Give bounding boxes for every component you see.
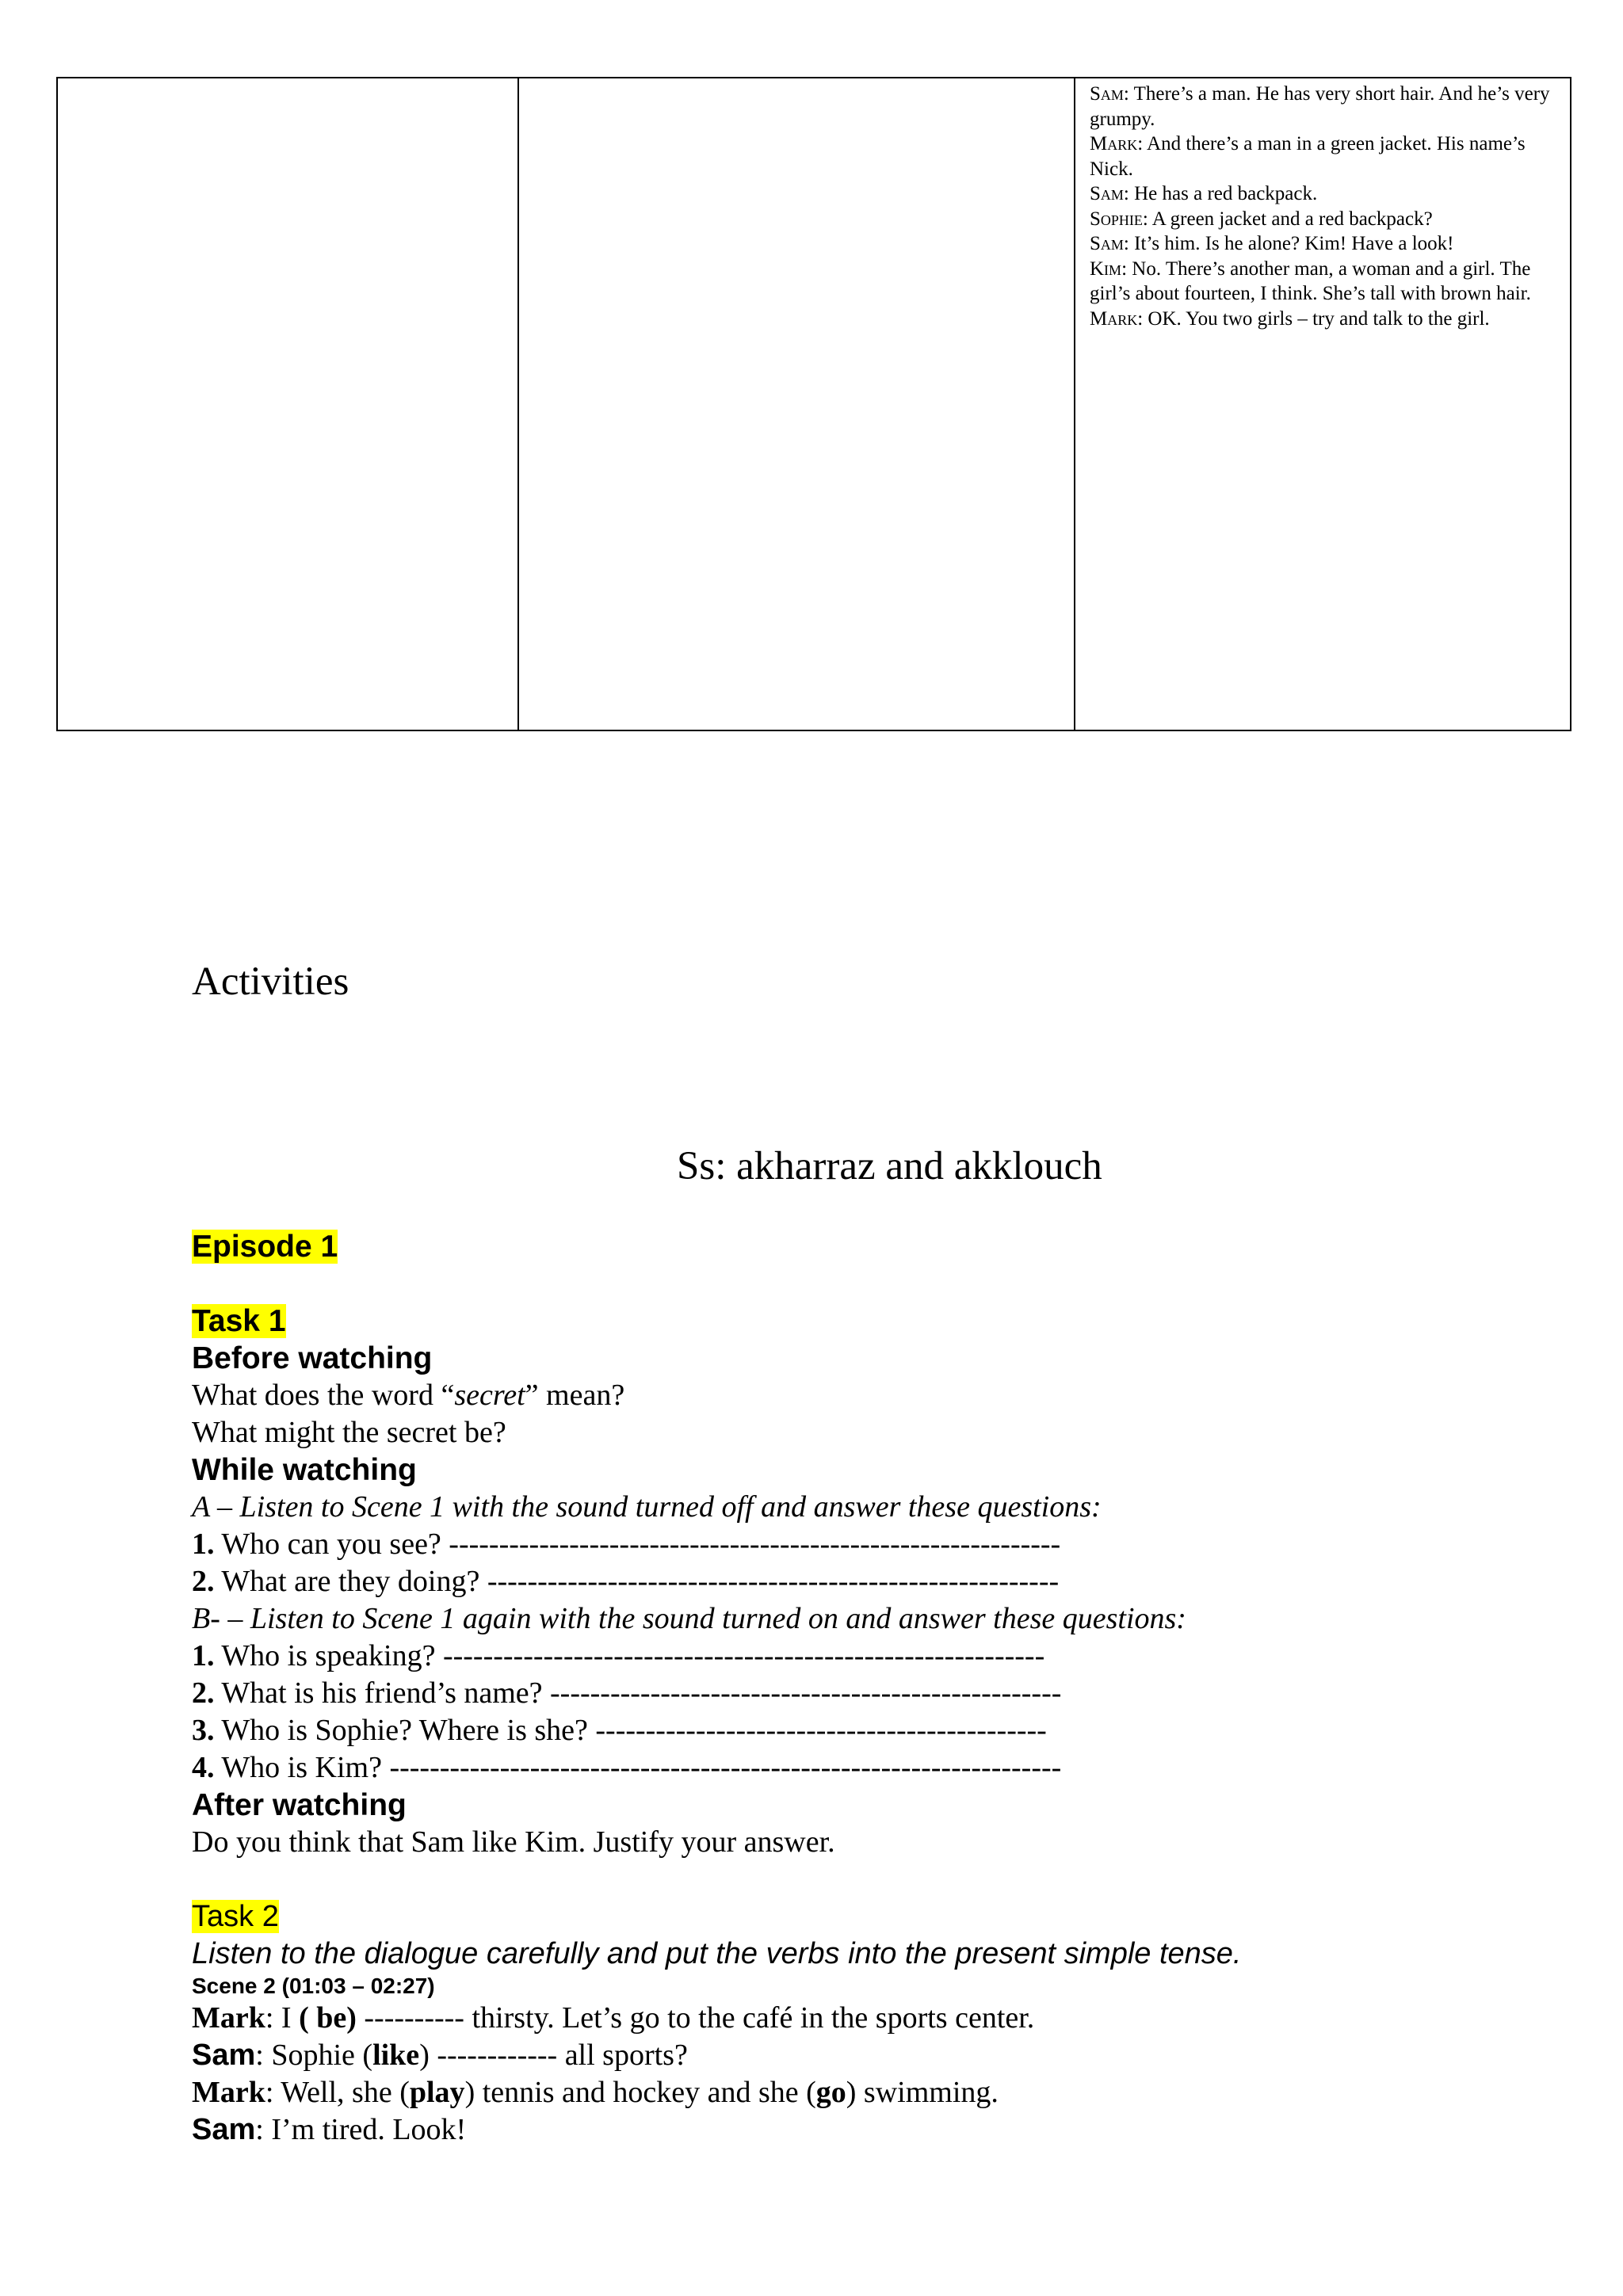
- episode-heading: [192, 1228, 1571, 1265]
- text-part: : I: [265, 2001, 300, 2035]
- episode-label: Episode 1: [192, 1230, 338, 1264]
- question-line: [192, 1563, 1571, 1600]
- dialogue-line: [1090, 132, 1556, 181]
- question-line: What might the secret be?: [192, 1416, 506, 1449]
- students-names: Ss: akharraz and akklouch: [677, 1144, 1102, 1188]
- line-text: : He has a red backpack.: [1123, 183, 1318, 204]
- table-cell-dialogue: [1075, 78, 1571, 730]
- activities-content: [192, 1228, 1571, 2149]
- speaker-name: Sam: [1090, 83, 1124, 105]
- verb: play: [409, 2076, 465, 2109]
- part-a-instruction: A – Listen to Scene 1 with the sound turned off and answer these questions:: [192, 1490, 1102, 1524]
- speaker-name: Sophie: [1090, 208, 1143, 230]
- dialogue-block: [1075, 78, 1570, 331]
- question-line: [192, 1638, 1571, 1675]
- exercise-line: [192, 2074, 1571, 2111]
- dialogue-line: [1090, 307, 1556, 332]
- dialogue-line: [1090, 231, 1556, 257]
- exercise-line: [192, 2037, 1571, 2074]
- line-text: : There’s a man. He has very short hair. And he’s very grumpy.: [1090, 83, 1550, 130]
- speaker-name: Mark: [192, 2076, 265, 2109]
- question-text: What are they doing? ---------------------------------------------------------: [214, 1565, 1060, 1598]
- speaker-name: Sam: [1090, 233, 1124, 254]
- text-part: : Sophie (: [255, 2039, 373, 2072]
- verb: go: [815, 2076, 846, 2109]
- speaker-name: Mark: [1090, 307, 1138, 330]
- line-text: : No. There’s another man, a woman and a girl. The girl’s about fourteen, I think. She’s tall with brown hair.: [1090, 257, 1531, 304]
- text-part: ” mean?: [525, 1379, 625, 1412]
- verb: like: [372, 2039, 420, 2072]
- question-number: 2.: [192, 1565, 215, 1598]
- line-text: : And there’s a man in a green jacket. His name’s Nick.: [1090, 133, 1526, 180]
- question-number: 4.: [192, 1751, 215, 1784]
- part-b-instruction: B- – Listen to Scene 1 again with the sound turned on and answer these questions:: [192, 1602, 1186, 1635]
- dialogue-line: [1090, 207, 1556, 232]
- question-line: [192, 1675, 1571, 1712]
- speaker-name: Sam: [192, 2113, 256, 2146]
- speaker-name: Sam: [192, 2039, 256, 2072]
- task1-label: Task 1: [192, 1304, 286, 1338]
- activities-title: Activities: [192, 959, 349, 1004]
- speaker-name: Mark: [1090, 133, 1138, 154]
- dialogue-line: [1090, 82, 1556, 132]
- question-number: 3.: [192, 1714, 215, 1747]
- question-line: [192, 1377, 1571, 1414]
- question-line: [192, 1526, 1571, 1563]
- task1-heading: [192, 1302, 1571, 1340]
- verb: ( be): [299, 2001, 357, 2035]
- emphasized-word: secret: [454, 1379, 525, 1412]
- question-line: [192, 1749, 1571, 1787]
- dialogue-line: [1090, 257, 1556, 307]
- table-cell-empty-2: [518, 78, 1075, 730]
- scene-label: Scene 2 (01:03 – 02:27): [192, 1974, 435, 1998]
- after-watching-heading: After watching: [192, 1788, 407, 1822]
- text-part: : Well, she (: [265, 2076, 410, 2109]
- speaker-name: Sam: [1090, 183, 1124, 204]
- question-line: [192, 1712, 1571, 1749]
- question-number: 1.: [192, 1639, 215, 1672]
- speaker-name: Kim: [1090, 257, 1122, 280]
- speaker-name: Mark: [192, 2001, 265, 2035]
- dialogue-line: [1090, 181, 1556, 207]
- task2-instruction: Listen to the dialogue carefully and put the verbs into the present simple tense.: [192, 1937, 1242, 1970]
- exercise-line: [192, 2000, 1571, 2037]
- text-part: ) tennis and hockey and she (: [464, 2076, 816, 2109]
- question-number: 1.: [192, 1527, 215, 1561]
- exercise-line: [192, 2111, 1571, 2149]
- spacer: [192, 1265, 1571, 1302]
- text-part: ---------- thirsty. Let’s go to the café in the sports center.: [356, 2001, 1035, 2035]
- question-line: Do you think that Sam like Kim. Justify your answer.: [192, 1825, 835, 1859]
- before-watching-heading: Before watching: [192, 1341, 433, 1375]
- text-part: ) swimming.: [846, 2076, 999, 2109]
- line-text: : It’s him. Is he alone? Kim! Have a look!: [1123, 233, 1454, 254]
- table-cell-empty-1: [57, 78, 518, 730]
- question-text: Who can you see? -------------------------------------------------------------: [214, 1527, 1061, 1561]
- question-number: 2.: [192, 1676, 215, 1710]
- line-text: : A green jacket and a red backpack?: [1142, 208, 1433, 230]
- while-watching-heading: While watching: [192, 1453, 417, 1487]
- spacer: [192, 1861, 1571, 1898]
- question-text: Who is Sophie? Where is she? ---------------------------------------------: [214, 1714, 1047, 1747]
- task2-label: Task 2: [192, 1900, 279, 1933]
- question-text: Who is Kim? -------------------------------------------------------------------: [214, 1751, 1062, 1784]
- line-text: : OK. You two girls – try and talk to the girl.: [1137, 307, 1490, 330]
- question-text: Who is speaking? ------------------------------------------------------------: [214, 1639, 1045, 1672]
- text-part: : I’m tired. Look!: [255, 2113, 467, 2146]
- script-table: [56, 77, 1571, 731]
- task2-heading: [192, 1898, 1571, 1936]
- question-text: What is his friend’s name? ---------------------------------------------------: [214, 1676, 1062, 1710]
- text-part: What does the word “: [192, 1379, 455, 1412]
- text-part: ) ------------ all sports?: [419, 2039, 688, 2072]
